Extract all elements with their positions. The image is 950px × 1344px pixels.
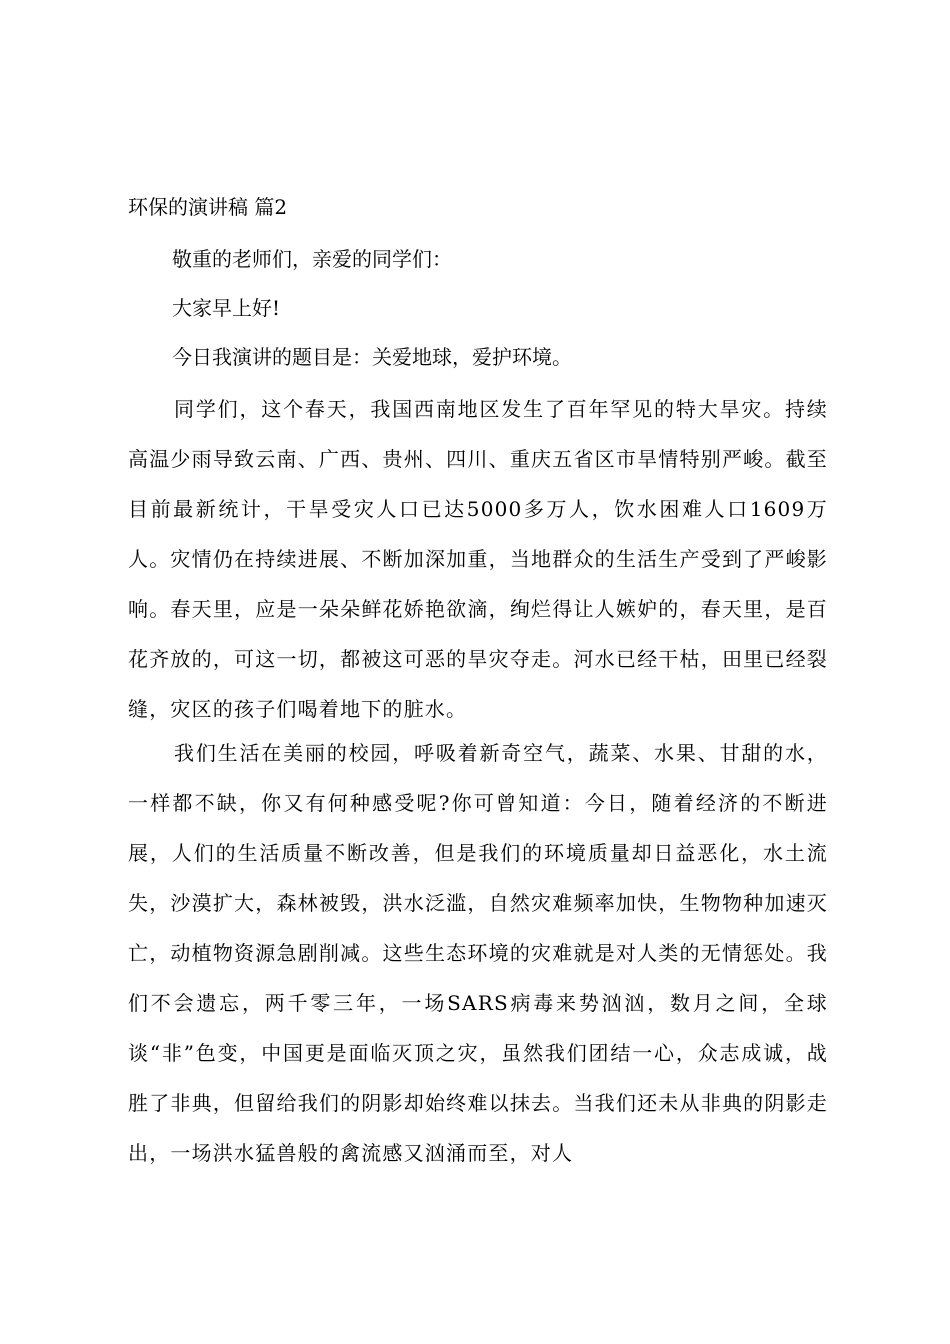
speech-topic: 今日我演讲的题目是：关爱地球，爱护环境。 [172, 345, 572, 369]
paragraph-environment: 我们生活在美丽的校园，呼吸着新奇空气，蔬菜、水果、甘甜的水，一样都不缺，你又有何种感受呢?你可曾知道：今日，随着经济的不断进展，人们的生活质量不断改善，但是我们的环境质量却日益恶化，水土流失，沙漠扩大，森林被毁，洪水泛滥，自然灾难频率加快，生物物种加速灭亡，动植物资源急剧削减。这些生态环境的灾难就是对人类的无情惩处。我们不会遗忘，两千零三年，一场SARS病毒来势汹汹，数月之间，全球谈“非”色变，中国更是面临灭顶之灾，虽然我们团结一心，众志成诚，战胜了非典，但留给我们的阴影却始终难以抹去。当我们还未从非典的阴影走出，一场洪水猛兽般的禽流感又汹涌而至，对人 [128, 741, 828, 1165]
greeting: 大家早上好! [172, 296, 281, 320]
document-title: 环保的演讲稿 篇2 [128, 195, 288, 219]
salutation: 敬重的老师们，亲爱的同学们： [172, 247, 452, 271]
paragraph-drought: 同学们，这个春天，我国西南地区发生了百年罕见的特大旱灾。持续高温少雨导致云南、广西、贵州、四川、重庆五省区市旱情特别严峻。截至目前最新统计，干旱受灾人口已达5000多万人，饮水困难人口1609万人。灾情仍在持续进展、不断加深加重，当地群众的生活生产受到了严峻影响。春天里，应是一朵朵鲜花娇艳欲滴，绚烂得让人嫉妒的，春天里，是百花齐放的，可这一切，都被这可恶的旱灾夺走。河水已经干枯，田里已经裂缝，灾区的孩子们喝着地下的脏水。 [128, 397, 828, 721]
